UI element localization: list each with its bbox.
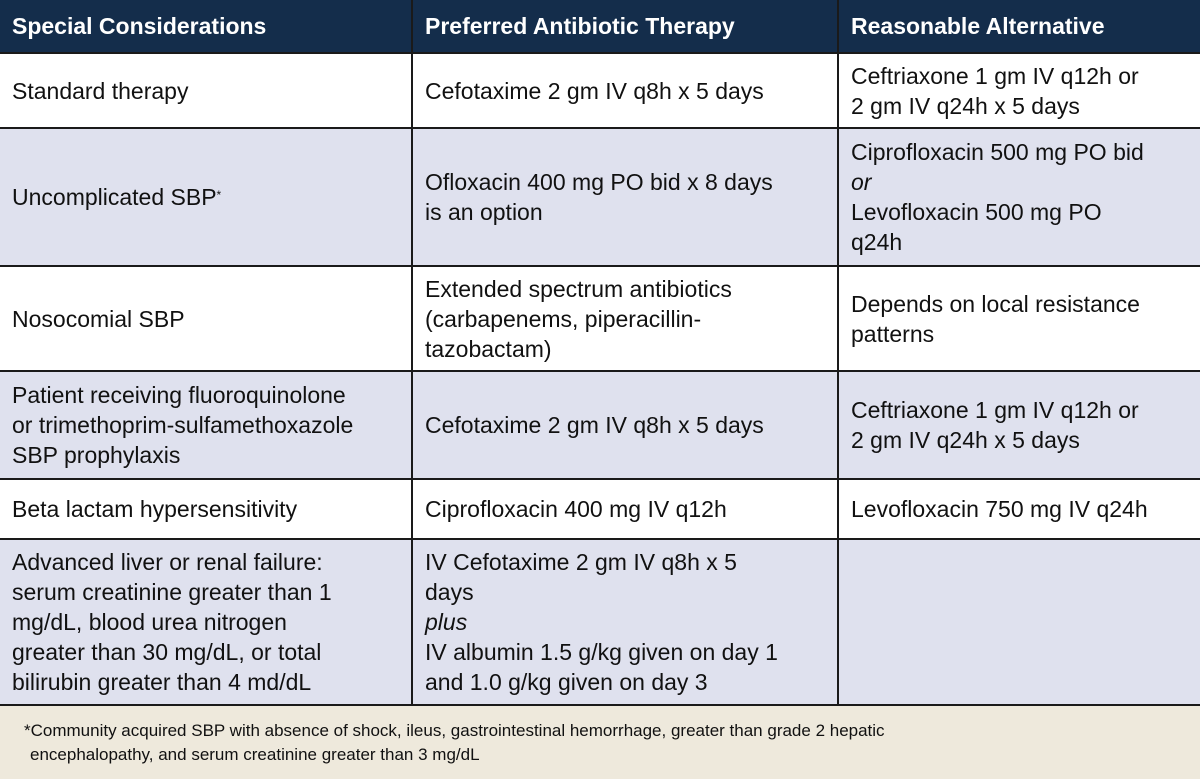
cell-alternative [838,479,1200,539]
cell-text: mg/dL, blood urea nitrogen [12,609,287,635]
cell-alternative [838,53,1200,128]
cell-consideration [0,53,412,128]
cell-text: IV albumin 1.5 g/kg given on day 1 [425,639,778,665]
cell-preferred [412,266,838,371]
cell-text: Cefotaxime 2 gm IV q8h x 5 days [425,412,764,438]
cell-text: tazobactam) [425,335,552,362]
cell-text: Levofloxacin 750 mg IV q24h [851,496,1148,522]
table-row-standard-therapy [0,53,1200,128]
cell-consideration [0,539,412,705]
cell-text-main: Uncomplicated SBP [12,184,217,210]
cell-alternative [838,266,1200,371]
cell-text: serum creatinine greater than 1 [12,579,332,605]
cell-alternative [838,371,1200,479]
cell-text: patterns [851,320,935,347]
cell-text: greater than 30 mg/dL, or total [12,639,322,665]
footnote-line: *Community acquired SBP with absence of shock, ileus, gastrointestinal hemorrhage, greater than grade 2 hepatic [24,721,885,740]
cell-text: Ciprofloxacin 500 mg PO bid [851,139,1144,165]
table-row-advanced-failure [0,539,1200,705]
cell-text: Extended spectrum antibiotics [425,275,732,302]
header-row [0,0,1200,53]
cell-text: IV Cefotaxime 2 gm IV q8h x 5 [425,549,737,575]
header-reasonable-alternative: Reasonable Alternative [838,0,1200,53]
cell-text-italic: plus [425,609,468,635]
cell-preferred [412,53,838,128]
cell-text: Depends on local resistance [851,290,1140,317]
cell-text [12,182,399,212]
cell-text: (carbapenems, piperacillin- [425,305,702,332]
cell-text: 2 gm IV q24h x 5 days [851,92,1080,119]
cell-alternative-empty [838,539,1200,705]
cell-text: 2 gm IV q24h x 5 days [851,427,1080,453]
cell-text: bilirubin greater than 4 md/dL [12,669,312,695]
cell-text-italic: or [851,169,872,195]
cell-preferred [412,128,838,266]
cell-text: Patient receiving fluoroquinolone [12,382,346,408]
cell-text: and 1.0 g/kg given on day 3 [425,669,708,695]
cell-text: days [425,579,474,605]
footnote [0,704,1200,779]
cell-text: Cefotaxime 2 gm IV q8h x 5 days [425,77,764,104]
cell-text: Ciprofloxacin 400 mg IV q12h [425,496,727,522]
table-row-beta-lactam [0,479,1200,539]
cell-text: Beta lactam hypersensitivity [12,496,298,522]
cell-text: Nosocomial SBP [12,305,185,332]
header-preferred-therapy: Preferred Antibiotic Therapy [412,0,838,53]
footnote-marker: * [216,188,222,202]
cell-preferred [412,539,838,705]
table-row-uncomplicated-sbp [0,128,1200,266]
cell-text: Ceftriaxone 1 gm IV q12h or [851,397,1139,423]
cell-consideration [0,128,412,266]
cell-text: q24h [851,229,903,255]
cell-text: Advanced liver or renal failure: [12,549,323,575]
cell-text: Levofloxacin 500 mg PO [851,199,1102,225]
cell-preferred [412,371,838,479]
cell-text: SBP prophylaxis [12,442,181,468]
cell-text: or trimethoprim-sulfamethoxazole [12,412,354,438]
cell-alternative [838,128,1200,266]
cell-text: Standard therapy [12,77,189,104]
cell-text: Ofloxacin 400 mg PO bid x 8 days [425,169,773,195]
table-row-nosocomial-sbp [0,266,1200,371]
cell-preferred [412,479,838,539]
table-row-prophylaxis [0,371,1200,479]
cell-consideration [0,266,412,371]
cell-text: is an option [425,199,543,225]
cell-text: Ceftriaxone 1 gm IV q12h or [851,62,1139,89]
cell-consideration [0,371,412,479]
footnote-line: encephalopathy, and serum creatinine greater than 3 mg/dL [30,745,480,764]
header-special-considerations: Special Considerations [0,0,412,53]
cell-consideration [0,479,412,539]
